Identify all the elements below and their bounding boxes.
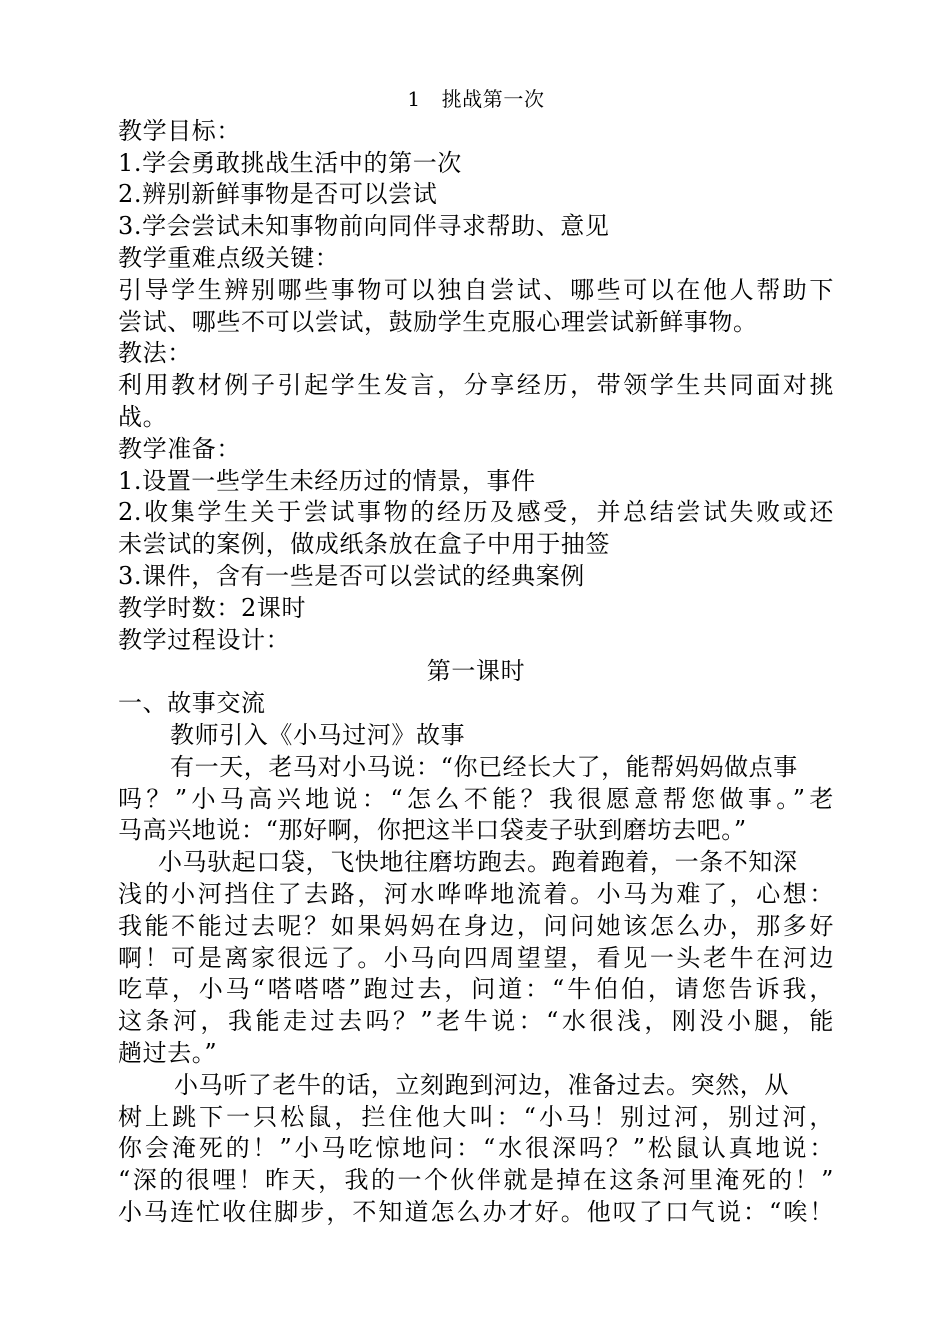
story-line: 吗？”小马高兴地说：“怎么不能？我很愿意帮您做事。”老	[118, 784, 834, 813]
text-line: 教学时数：2课时	[118, 593, 307, 622]
text-line: 教学重难点级关键：	[118, 243, 340, 272]
story-line: 趟过去。”	[118, 1038, 218, 1067]
part-heading: 一、故事交流	[118, 689, 266, 718]
text-line: 1.学会勇敢挑战生活中的第一次	[118, 148, 462, 177]
story-line: 这条河，我能走过去吗？”老牛说：“水很浅，刚没小腿，能	[118, 1007, 834, 1036]
story-line: 我能不能过去呢？如果妈妈在身边，问问她该怎么办，那多好	[118, 911, 834, 940]
text-line: 未尝试的案例，做成纸条放在盒子中用于抽签	[118, 530, 610, 559]
document-page	[118, 84, 834, 1229]
text-line: 教法：	[118, 339, 192, 368]
story-line: 有一天，老马对小马说：“你已经长大了，能帮妈妈做点事	[170, 752, 798, 781]
story-line: 浅的小河挡住了去路，河水哗哗地流着。小马为难了，心想：	[118, 879, 834, 908]
text-line: 引导学生辨别哪些事物可以独自尝试、哪些可以在他人帮助下	[118, 275, 834, 304]
text-line: 教学目标：	[118, 116, 241, 145]
text-line: 1.设置一些学生未经历过的情景，事件	[118, 466, 536, 495]
story-line: 啊！可是离家很远了。小马向四周望望，看见一头老牛在河边	[118, 943, 834, 972]
text-line: 2.辨别新鲜事物是否可以尝试	[118, 180, 438, 209]
text-line: 教学过程设计：	[118, 625, 291, 654]
text-line: 2.收集学生关于尝试事物的经历及感受，并总结尝试失败或还	[118, 498, 834, 527]
story-line: 你会淹死的！”小马吃惊地问：“水很深吗？”松鼠认真地说：	[118, 1134, 834, 1163]
text-line: 3.课件，含有一些是否可以尝试的经典案例	[118, 561, 585, 590]
story-line: 小马听了老牛的话，立刻跑到河边，准备过去。突然，从	[174, 1070, 789, 1099]
text-line: 战。	[118, 402, 168, 431]
story-line: 小马连忙收住脚步，不知道怎么办才好。他叹了口气说：“唉！	[118, 1197, 834, 1226]
text-line: 利用教材例子引起学生发言，分享经历，带领学生共同面对挑	[118, 371, 834, 400]
lesson-title: 1 挑战第一次	[407, 87, 545, 111]
text-line: 教学准备：	[118, 434, 241, 463]
story-line: 小马驮起口袋，飞快地往磨坊跑去。跑着跑着，一条不知深	[158, 848, 798, 877]
story-line: “深的很哩！昨天，我的一个伙伴就是掉在这条河里淹死的！”	[118, 1166, 834, 1195]
text-line: 尝试、哪些不可以尝试，鼓励学生克服心理尝试新鲜事物。	[118, 307, 758, 336]
text-line: 3.学会尝试未知事物前向同伴寻求帮助、意见	[118, 212, 610, 241]
story-line: 吃草，小马“嗒嗒嗒”跑过去，问道：“牛伯伯，请您告诉我，	[118, 975, 834, 1004]
story-intro: 教师引入《小马过河》故事	[170, 720, 466, 749]
section-heading: 第一课时	[426, 657, 526, 686]
story-line: 树上跳下一只松鼠，拦住他大叫：“小马！别过河，别过河，	[118, 1102, 834, 1131]
story-line: 马高兴地说：“那好啊，你把这半口袋麦子驮到磨坊去吧。”	[118, 816, 747, 845]
